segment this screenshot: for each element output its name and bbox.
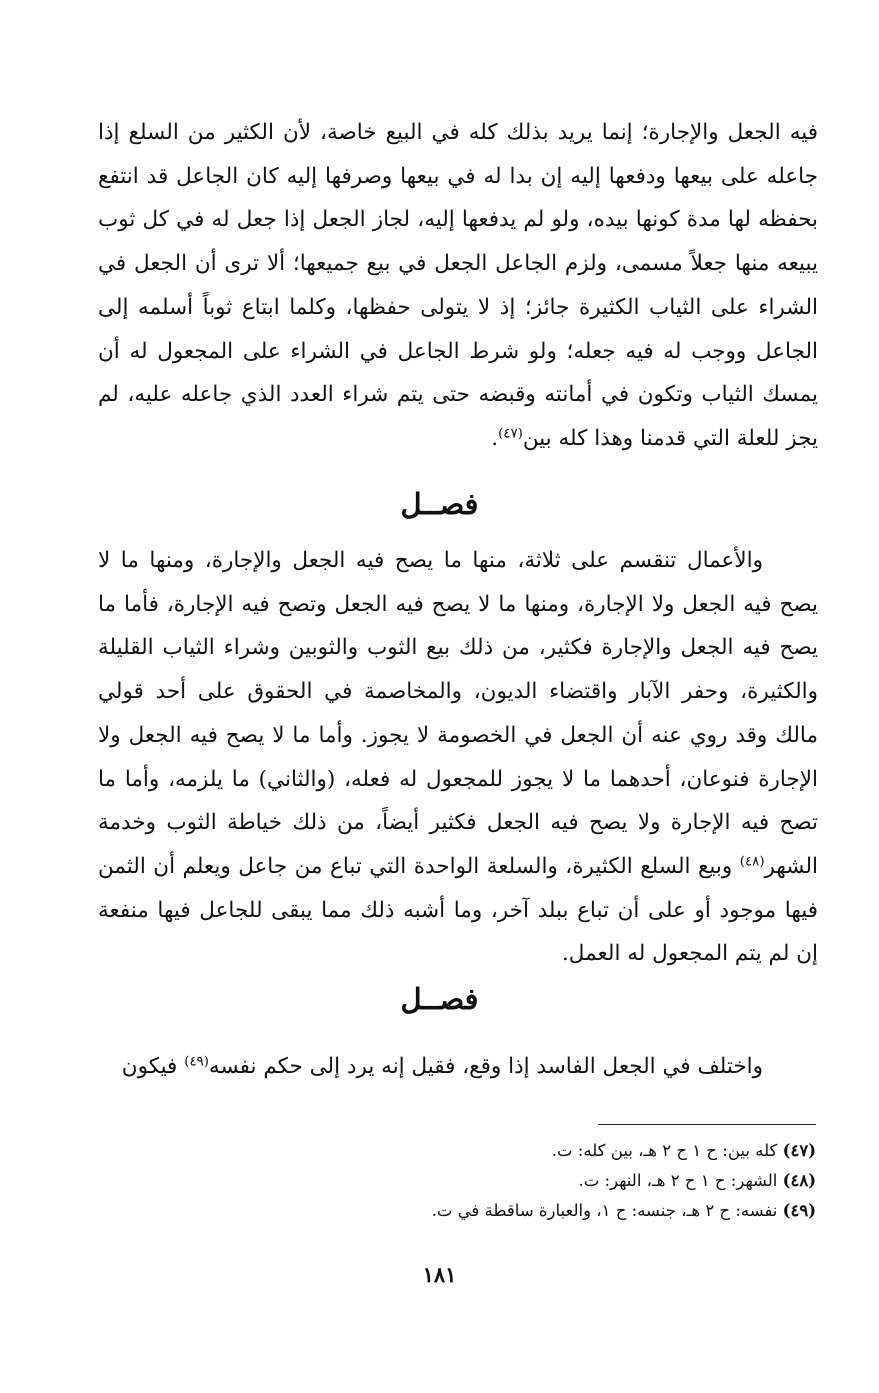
footnote-number: (٤٧) — [782, 1141, 816, 1160]
paragraph-3-text — [98, 1045, 818, 1089]
footnotes — [300, 1136, 816, 1226]
footnote-separator — [598, 1124, 816, 1125]
footnote-marker-49: (٤٩) — [184, 1054, 209, 1070]
paragraph-1 — [98, 111, 818, 461]
section-heading-1: فصــل — [400, 487, 479, 521]
footnote-49 — [300, 1196, 816, 1226]
footnote-marker-48: (٤٨) — [739, 854, 765, 870]
paragraph-3 — [98, 1045, 818, 1089]
footnote-marker-47: (٤٧) — [498, 426, 523, 442]
footnote-47 — [300, 1136, 816, 1166]
footnote-number: (٤٨) — [782, 1171, 816, 1190]
paragraph-3-body: واختلف في الجعل الفاسد إذا وقع، فقيل إنه يرد إلى حكم نفسه — [208, 1054, 763, 1079]
section-heading-2: فصــل — [400, 982, 479, 1016]
footnote-number: (٤٩) — [782, 1201, 816, 1220]
paragraph-2 — [98, 539, 818, 976]
paragraph-2-text — [98, 539, 818, 976]
paragraph-1-text — [98, 111, 818, 461]
page-number: ١٨١ — [422, 1262, 457, 1287]
footnote-text: الشهر: ح ١ ح ٢ هـ، النهر: ت. — [578, 1171, 783, 1190]
footnote-48 — [300, 1166, 816, 1196]
footnote-text: كله بين: ح ١ ح ٢ هـ، بين كله: ت. — [551, 1141, 783, 1160]
paragraph-2-body-a: والأعمال تنقسم على ثلاثة، منها ما يصح فيه الجعل والإجارة، ومنها ما لا يصح فيه الجعل ولا الإجارة، ومنها ما لا يصح فيه الجعل وتصح فيه الإجارة، فأما ما يصح فيه الجعل والإجارة فكثير، من ذلك بيع الثوب والثوبين وشراء الثياب القليلة والكثيرة، وحفر الآبار واقتضاء الديون، والمخاصمة في الحقوق على أحد قولي مالك وقد روي عنه أن الجعل في الخصومة لا يجوز. وأما ما لا يصح فيه الجعل ولا الإجارة فنوعان، أحدهما ما لا يجوز للمجعول له فعله، (والثاني) ما يلزمه، وأما ما تصح فيه الإجارة ولا يصح فيه الجعل فكثير أيضاً، من ذلك خياطة الثوب وخدمة الشهر — [98, 548, 818, 879]
paragraph-3-body-end: فيكون — [121, 1054, 178, 1079]
paragraph-1-body: فيه الجعل والإجارة؛ إنما يريد بذلك كله في البيع خاصة، لأن الكثير من السلع إذا جاعله على بيعها ودفعها إليه إن بدا له في بيعها وصرفها إليه كان الجاعل قد انتفع بحفظه لها مدة كونها بيده، ولو لم يدفعها إليه، لجاز الجعل إذا جعل له في كل ثوب يبيعه منها جعلاً مسمى، ولزم الجاعل الجعل في بيع جميعها؛ ألا ترى أن الجعل في الشراء على الثياب الكثيرة جائز؛ إذ لا يتولى حفظها، وكلما ابتاع ثوباً أسلمه إلى الجاعل ووجب له فيه جعله؛ ولو شرط الجاعل في الشراء على المجعول له أن يمسك الثياب وتكون في أمانته وقبضه حتى يتم شراء العدد الذي جاعله عليه، لم يجز للعلة التي قدمنا وهذا كله بين — [98, 120, 818, 451]
paragraph-2-body-b: وبيع السلع الكثيرة، والسلعة الواحدة التي تباع من جاعل ويعلم أن الثمن فيها موجود أو على أن تباع ببلد آخر، وما أشبه ذلك مما يبقى للجاعل فيها منفعة إن لم يتم المجعول له العمل. — [98, 853, 818, 967]
footnote-text: نفسه: ح ٢ هـ، جنسه: ح ١، والعبارة ساقطة في ت. — [431, 1201, 783, 1220]
paragraph-1-period: . — [491, 425, 499, 451]
